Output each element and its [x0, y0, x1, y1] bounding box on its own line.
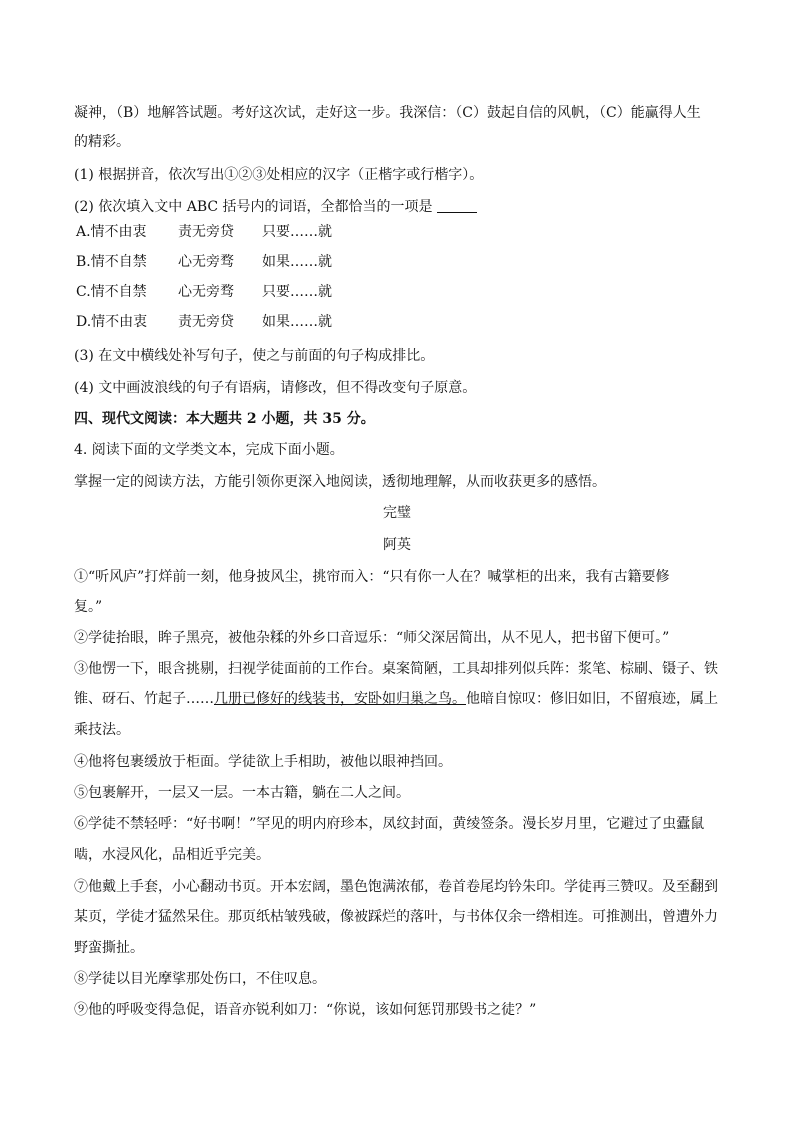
option-b-word-2: 心无旁骛 — [178, 254, 234, 270]
option-c-word-3: 只要……就 — [262, 284, 332, 300]
option-d-word-3: 如果……就 — [262, 314, 332, 330]
option-c-word-1: C.情不自禁 — [76, 284, 147, 300]
paragraph-7: ⑦他戴上手套，小心翻动书页。开本宏阔，墨色饱满浓郁，卷首卷尾均钤朱印。学徒再三赞叹。及至翻到 — [74, 879, 718, 895]
paragraph-3-cont — [74, 689, 718, 709]
paragraph-3-text: 他暗自惊叹：修旧如旧，不留痕迹，属上 — [466, 691, 718, 707]
paragraph-3-cont: 乘技法。 — [74, 722, 130, 738]
paragraph-4: ④他将包裹缓放于柜面。学徒欲上手相助，被他以眼神挡回。 — [74, 754, 452, 770]
paragraph-3: ③他愣一下，眼含挑剔，扫视学徒面前的工作台。桌案简陋，工具却排列似兵阵：浆笔、棕刷、镊子、铁 — [74, 661, 718, 677]
option-b-word-3: 如果……就 — [262, 254, 332, 270]
underlined-sentence: 几册已修好的线装书，安卧如归巢之鸟。 — [214, 691, 466, 707]
article-title: 完璧 — [383, 505, 411, 521]
paragraph-2: ②学徒抬眼，眸子黑亮，被他杂糅的外乡口音逗乐：“师父深居简出，从不见人，把书留下便可。” — [74, 630, 670, 646]
paragraph-7-cont: 野蛮撕扯。 — [74, 940, 144, 956]
question-1: (1) 根据拼音，依次写出①②③处相应的汉字（正楷字或行楷字）。 — [74, 167, 484, 183]
paragraph-8: ⑧学徒以目光摩挲那处伤口，不住叹息。 — [74, 971, 326, 987]
intro-text: 掌握一定的阅读方法，方能引领你更深入地阅读，透彻地理解，从而收获更多的感悟。 — [74, 474, 606, 490]
option-d-word-1: D.情不由衷 — [76, 314, 148, 330]
option-a-word-2: 责无旁贷 — [178, 224, 234, 240]
paragraph-5: ⑤包裹解开，一层又一层。一本古籍，躺在二人之间。 — [74, 785, 410, 801]
text-line: 凝神，（B）地解答试题。考好这次试，走好这一步。我深信：（C）鼓起自信的风帆，（C）能赢得人生 — [74, 105, 701, 121]
option-a-word-1: A.情不由衷 — [76, 224, 147, 240]
option-b — [76, 252, 332, 272]
section-heading: 四、现代文阅读：本大题共 2 小题，共 35 分。 — [74, 411, 375, 427]
paragraph-1-cont: 复。” — [74, 599, 103, 615]
paragraph-6: ⑥学徒不禁轻呼：“好书啊！”罕见的明内府珍本，凤纹封面，黄绫签条。漫长岁月里，它避过了虫蠹鼠 — [74, 816, 705, 832]
paragraph-1: ①“听风庐”打烊前一刻，他身披风尘，挑帘而入：“只有你一人在？喊掌柜的出来，我有古籍要修 — [74, 569, 670, 585]
paragraph-3-text: 锥、砑石、竹起子…… — [74, 691, 214, 707]
article-author: 阿英 — [383, 537, 411, 553]
question-header: 4. 阅读下面的文学类文本，完成下面小题。 — [74, 442, 344, 458]
option-c — [76, 282, 332, 302]
answer-blank — [437, 198, 477, 213]
question-4: (4) 文中画波浪线的句子有语病，请修改，但不得改变句子原意。 — [74, 380, 477, 396]
paragraph-7-cont: 某页，学徒才猛然呆住。那页纸枯皱残破，像被踩烂的落叶，与书体仅余一绺相连。可推测出，曾遭外力 — [74, 909, 718, 925]
option-d — [76, 312, 332, 332]
question-3: (3) 在文中横线处补写句子，使之与前面的句子构成排比。 — [74, 348, 435, 364]
paragraph-9: ⑨他的呼吸变得急促，语音亦锐利如刀：“你说，该如何惩罚那毁书之徒？” — [74, 1002, 537, 1018]
option-a-word-3: 只要……就 — [262, 224, 332, 240]
option-d-word-2: 责无旁贷 — [178, 314, 234, 330]
question-2-text: (2) 依次填入文中 ABC 括号内的词语，全都恰当的一项是 — [74, 199, 433, 215]
option-b-word-1: B.情不自禁 — [76, 254, 147, 270]
paragraph-6-cont: 啮，水浸风化，品相近乎完美。 — [74, 847, 270, 863]
text-line: 的精彩。 — [74, 134, 130, 150]
option-c-word-2: 心无旁骛 — [178, 284, 234, 300]
question-2 — [74, 197, 477, 217]
option-a — [76, 222, 332, 242]
